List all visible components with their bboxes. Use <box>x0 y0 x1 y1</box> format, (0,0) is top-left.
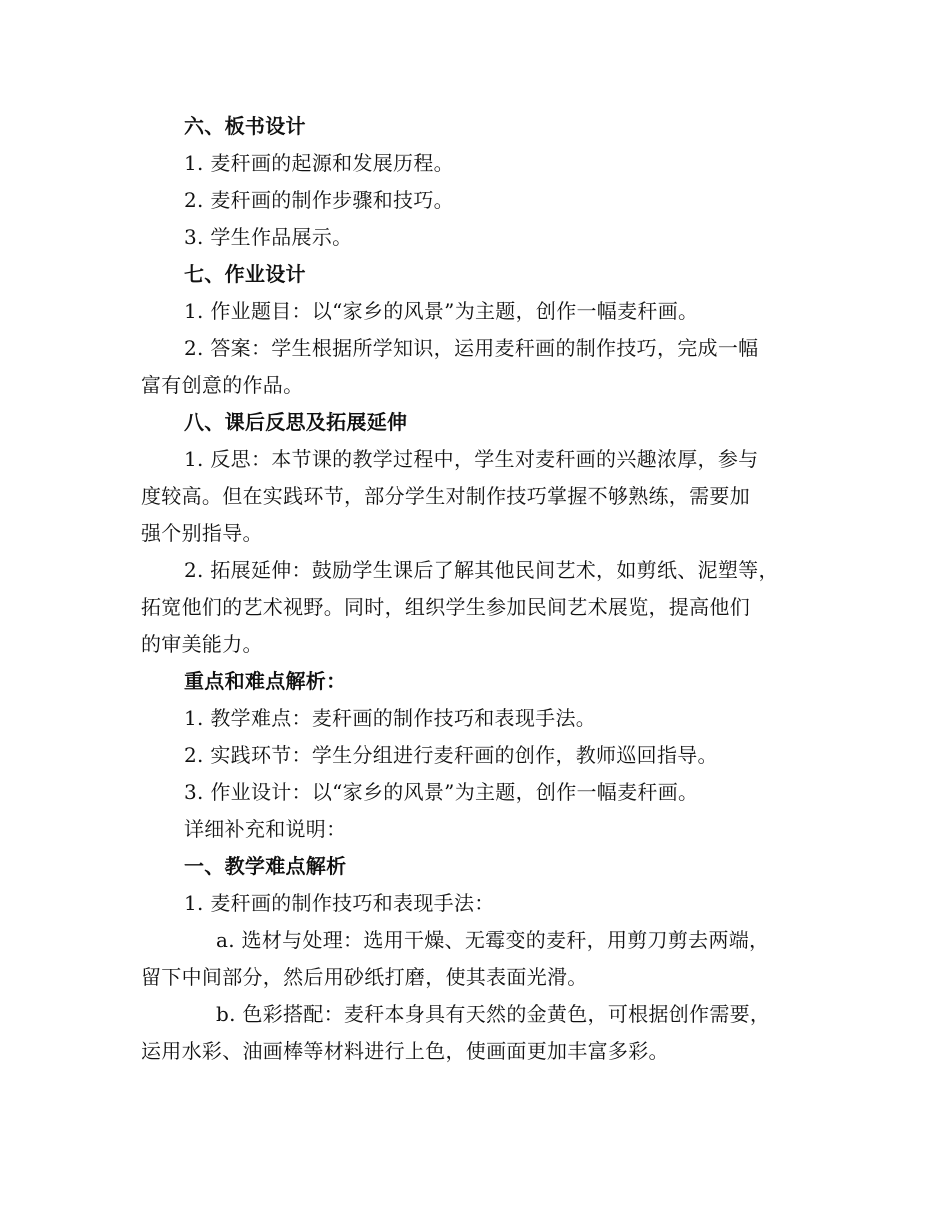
paragraph-line: 强个别指导。 <box>141 521 263 545</box>
paragraph-line: 1. 麦秆画的起源和发展历程。 <box>184 151 454 175</box>
paragraph-line: 的审美能力。 <box>141 632 263 656</box>
paragraph-line: 拓宽他们的艺术视野。同时，组织学生参加民间艺术展览，提高他们 <box>141 595 750 619</box>
heading-reflection: 八、课后反思及拓展延伸 <box>184 410 408 434</box>
heading-key-points: 重点和难点解析： <box>184 669 347 693</box>
paragraph-line: 详细补充和说明： <box>184 817 347 841</box>
heading-board-design: 六、板书设计 <box>184 114 306 138</box>
paragraph-line: 运用水彩、油画棒等材料进行上色，使画面更加丰富多彩。 <box>141 1039 669 1063</box>
paragraph-line: 1. 反思：本节课的教学过程中，学生对麦秆画的兴趣浓厚，参与 <box>184 447 759 471</box>
heading-difficulty-analysis: 一、教学难点解析 <box>184 854 347 878</box>
paragraph-line: 2. 答案：学生根据所学知识，运用麦秆画的制作技巧，完成一幅 <box>184 336 759 360</box>
paragraph-line: 1. 教学难点：麦秆画的制作技巧和表现手法。 <box>184 706 597 730</box>
paragraph-line: b. 色彩搭配：麦秆本身具有天然的金黄色，可根据创作需要， <box>216 1002 771 1026</box>
paragraph-line: a. 选材与处理：选用干燥、无霉变的麦秆，用剪刀剪去两端， <box>216 928 770 952</box>
paragraph-line: 2. 拓展延伸：鼓励学生课后了解其他民间艺术，如剪纸、泥塑等， <box>184 558 779 582</box>
paragraph-line: 3. 学生作品展示。 <box>184 225 353 249</box>
paragraph-line: 2. 实践环节：学生分组进行麦秆画的创作，教师巡回指导。 <box>184 743 718 767</box>
paragraph-line: 1. 作业题目：以“家乡的风景”为主题，创作一幅麦秆画。 <box>184 299 699 323</box>
paragraph-line: 1. 麦秆画的制作技巧和表现手法： <box>184 891 495 915</box>
paragraph-line: 2. 麦秆画的制作步骤和技巧。 <box>184 188 454 212</box>
paragraph-line: 留下中间部分，然后用砂纸打磨，使其表面光滑。 <box>141 965 588 989</box>
paragraph-line: 度较高。但在实践环节，部分学生对制作技巧掌握不够熟练，需要加 <box>141 484 750 508</box>
paragraph-line: 富有创意的作品。 <box>141 373 304 397</box>
heading-homework-design: 七、作业设计 <box>184 262 306 286</box>
paragraph-line: 3. 作业设计：以“家乡的风景”为主题，创作一幅麦秆画。 <box>184 780 699 804</box>
